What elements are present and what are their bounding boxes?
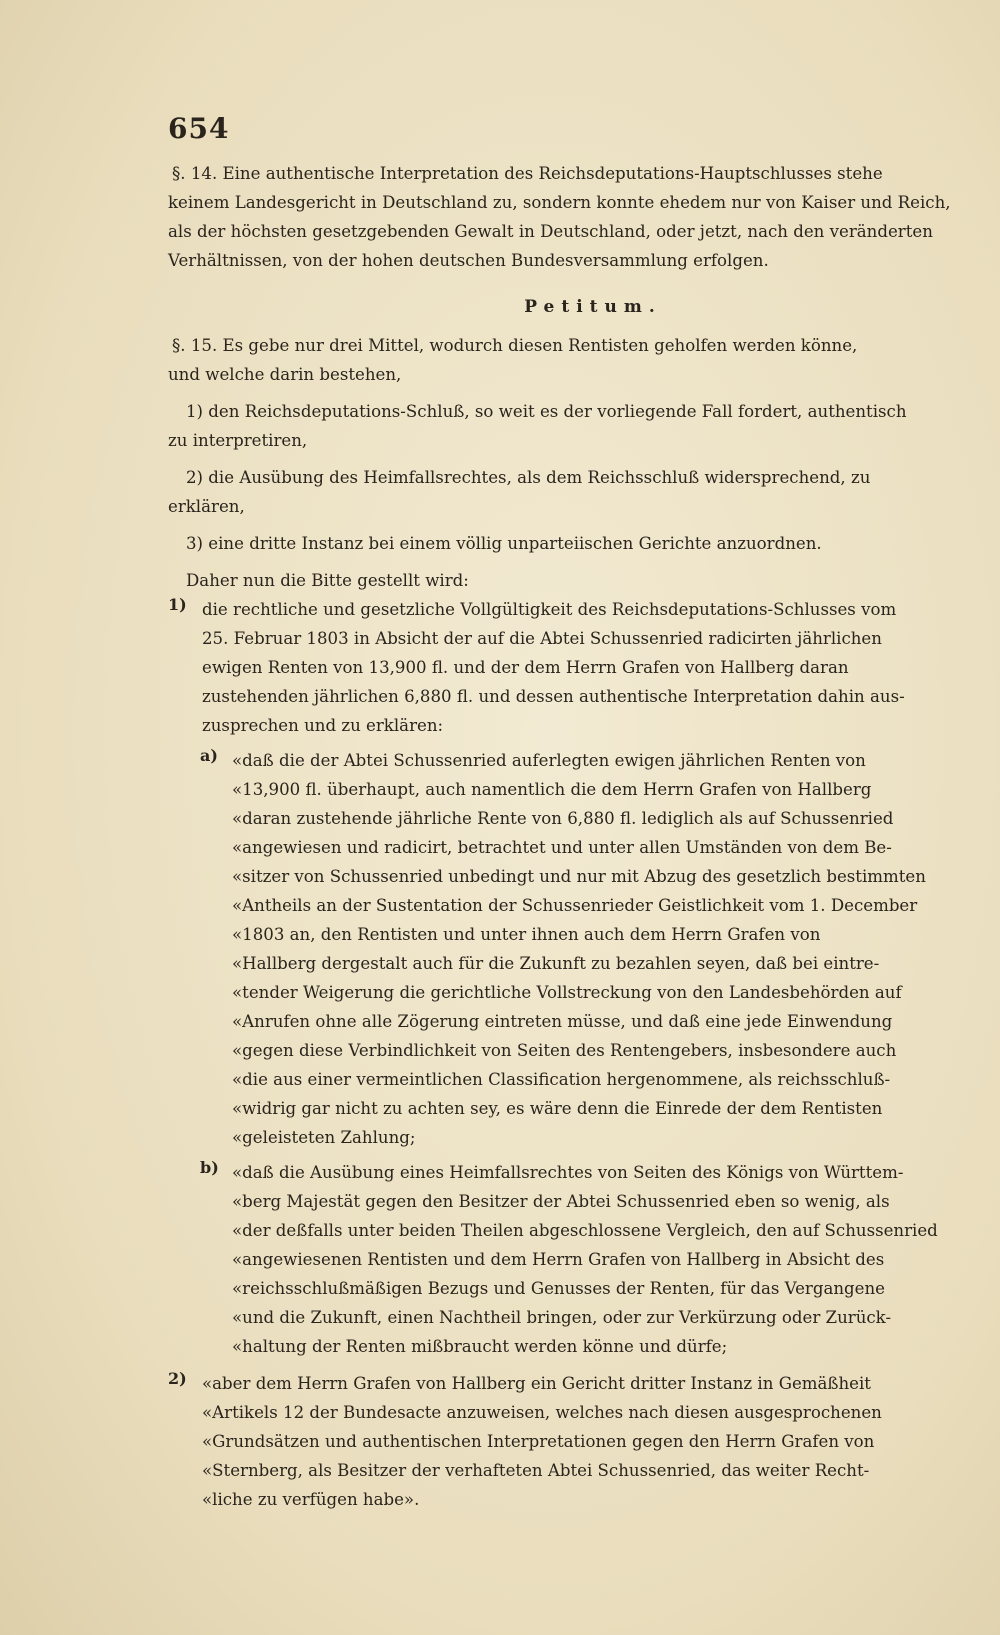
text-line: ewigen Renten von 13,900 fl. und der dem Herrn Grafen von Hallberg daran (202, 658, 849, 677)
text-line: «Grundsätzen und authentischen Interpretationen gegen den Herrn Grafen von (202, 1432, 875, 1451)
text-line: «geleisteten Zahlung; (232, 1128, 416, 1147)
text-line: 25. Februar 1803 in Absicht der auf die Abtei Schussenried radicirten jährlichen (202, 629, 882, 648)
text-line: «die aus einer vermeintlichen Classification hergenommene, als reichsschluß- (232, 1070, 891, 1089)
text-line: «13,900 fl. überhaupt, auch namentlich die dem Herrn Grafen von Hallberg (232, 780, 872, 799)
text-line: «aber dem Herrn Grafen von Hallberg ein Gericht dritter Instanz in Gemäßheit (202, 1374, 871, 1393)
bitte-intro: Daher nun die Bitte gestellt wird: (186, 571, 469, 590)
text-line: «liche zu verfügen habe». (202, 1490, 420, 1509)
means-item-3: 3) eine dritte Instanz bei einem völlig unparteiischen Gerichte anzuordnen. (186, 534, 822, 553)
text-line: und welche darin bestehen, (168, 365, 402, 384)
bitte-item-1 (168, 595, 958, 740)
text-line: «1803 an, den Rentisten und unter ihnen auch dem Herrn Grafen von (232, 925, 821, 944)
text-line: «angewiesenen Rentisten und dem Herrn Grafen von Hallberg in Absicht des (232, 1250, 885, 1269)
text-line: «und die Zukunft, einen Nachtheil bringen, oder zur Verkürzung oder Zurück- (232, 1308, 892, 1327)
petitum-heading: Petitum. (524, 297, 662, 317)
means-list (168, 397, 958, 558)
text-line: zusprechen und zu erklären: (202, 716, 444, 735)
means-item-2-cont: erklären, (168, 497, 245, 516)
text-line: zustehenden jährlichen 6,880 fl. und dessen authentische Interpretation dahin aus- (202, 687, 905, 706)
text-line: «daß die der Abtei Schussenried auferlegten ewigen jährlichen Renten von (232, 751, 866, 770)
text-line: «berg Majestät gegen den Besitzer der Abtei Schussenried eben so wenig, als (232, 1192, 890, 1211)
text-line: «daran zustehende jährliche Rente von 6,880 fl. lediglich als auf Schussenried (232, 809, 894, 828)
section-14 (168, 159, 958, 275)
text-line: die rechtliche und gesetzliche Vollgültigkeit des Reichsdeputations-Schlusses vom (202, 600, 897, 619)
text-line: §. 14. Eine authentische Interpretation des Reichsdeputations-Hauptschlusses stehe (172, 164, 883, 183)
text-line: §. 15. Es gebe nur drei Mittel, wodurch diesen Rentisten geholfen werden könne, (172, 336, 858, 355)
text-line: als der höchsten gesetzgebenden Gewalt in Deutschland, oder jetzt, nach den veränderten (168, 222, 933, 241)
sub-item-b (168, 1158, 958, 1361)
text-line: «gegen diese Verbindlichkeit von Seiten des Rentengebers, insbesondere auch (232, 1041, 897, 1060)
means-item-1: 1) den Reichsdeputations-Schluß, so weit es der vorliegende Fall fordert, authentisch (186, 402, 907, 421)
item-label: 1) (168, 595, 187, 614)
text-line: «sitzer von Schussenried unbedingt und nur mit Abzug des gesetzlich bestimmten (232, 867, 926, 886)
means-item-1-cont: zu interpretiren, (168, 431, 308, 450)
text-line: keinem Landesgericht in Deutschland zu, sondern konnte ehedem nur von Kaiser und Reich, (168, 193, 951, 212)
text-line: «angewiesen und radicirt, betrachtet und unter allen Umständen von dem Be- (232, 838, 892, 857)
item-label: b) (200, 1158, 219, 1177)
text-line: «reichsschlußmäßigen Bezugs und Genusses der Renten, für das Vergangene (232, 1279, 886, 1298)
page-number: 654 (168, 112, 230, 145)
text-line: «Sternberg, als Besitzer der verhafteten Abtei Schussenried, das weiter Recht- (202, 1461, 870, 1480)
text-line: «widrig gar nicht zu achten sey, es wäre denn die Einrede der dem Rentisten (232, 1099, 883, 1118)
item-label: 2) (168, 1369, 187, 1388)
text-line: «der deßfalls unter beiden Theilen abgeschlossene Vergleich, den auf Schussenried (232, 1221, 938, 1240)
text-line: Verhältnissen, von der hohen deutschen Bundesversammlung erfolgen. (168, 251, 769, 270)
sub-item-a (168, 746, 958, 1152)
text-line: «Anrufen ohne alle Zögerung eintreten müsse, und daß eine jede Einwendung (232, 1012, 893, 1031)
text-line: «Antheils an der Sustentation der Schussenrieder Geistlichkeit vom 1. December (232, 896, 918, 915)
item-label: a) (200, 746, 218, 765)
means-item-2: 2) die Ausübung des Heimfallsrechtes, als dem Reichsschluß widersprechend, zu (186, 468, 871, 487)
text-line: «daß die Ausübung eines Heimfallsrechtes von Seiten des Königs von Württem- (232, 1163, 904, 1182)
text-line: «haltung der Renten mißbraucht werden könne und dürfe; (232, 1337, 728, 1356)
bitte-item-2 (168, 1369, 958, 1514)
text-line: «tender Weigerung die gerichtliche Vollstreckung von den Landesbehörden auf (232, 983, 902, 1002)
text-line: «Hallberg dergestalt auch für die Zukunft zu bezahlen seyen, daß bei eintre- (232, 954, 880, 973)
text-line: «Artikels 12 der Bundesacte anzuweisen, welches nach diesen ausgesprochenen (202, 1403, 882, 1422)
section-15 (168, 331, 958, 389)
